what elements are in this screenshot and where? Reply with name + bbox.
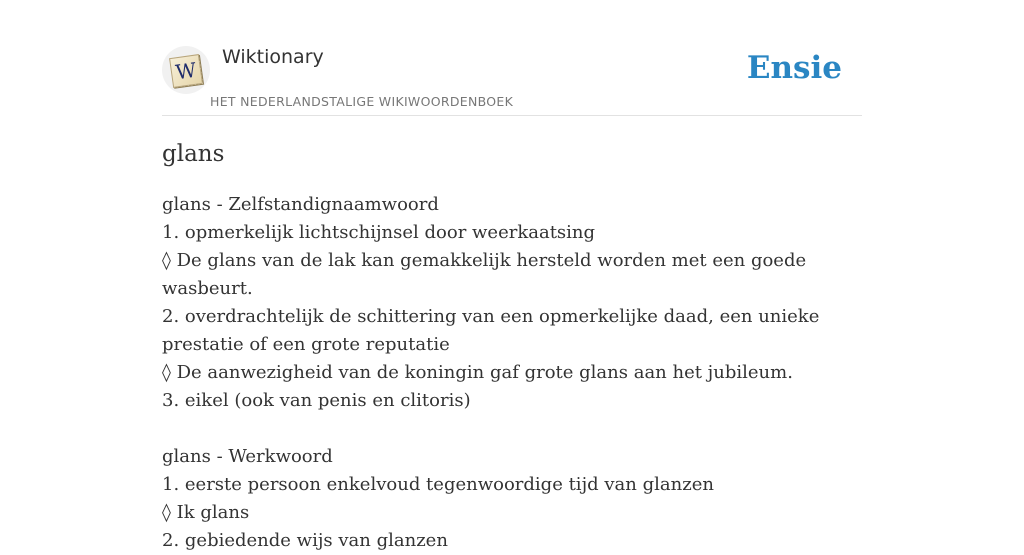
site-name[interactable]: Wiktionary (222, 46, 324, 68)
logo-tile (169, 54, 203, 88)
section-noun (162, 191, 862, 415)
site-tagline: HET NEDERLANDSTALIGE WIKIWOORDENBOEK (210, 94, 514, 109)
site-header (162, 0, 862, 116)
example-line: ◊ De aanwezigheid van de koningin gaf grote glans aan het jubileum. (162, 362, 793, 383)
definition-line: 3. eikel (ook van penis en clitoris) (162, 390, 471, 411)
section-spacer (162, 415, 862, 443)
definition-line: 1. eerste persoon enkelvoud tegenwoordige tijd van glanzen (162, 474, 714, 495)
definition-line: 1. opmerkelijk lichtschijnsel door weerkaatsing (162, 222, 596, 243)
definition-line: 2. gebiedende wijs van glanzen (162, 530, 448, 551)
section-verb (162, 443, 862, 555)
example-line: ◊ Ik glans (162, 502, 250, 523)
section-heading: glans - Werkwoord (162, 446, 333, 467)
definition-line: 2. overdrachtelijk de schittering van een opmerkelijke daad, een unieke prestatie of een grote reputatie (162, 306, 820, 355)
wiktionary-logo-icon[interactable] (162, 46, 210, 94)
section-heading: glans - Zelfstandignaamwoord (162, 194, 439, 215)
ensie-brand-link[interactable]: Ensie (746, 50, 842, 86)
page-title: glans (162, 141, 225, 167)
entry-content (162, 137, 862, 555)
logo-letter: W (174, 57, 198, 85)
example-line: ◊ De glans van de lak kan gemakkelijk hersteld worden met een goede wasbeurt. (162, 250, 807, 299)
